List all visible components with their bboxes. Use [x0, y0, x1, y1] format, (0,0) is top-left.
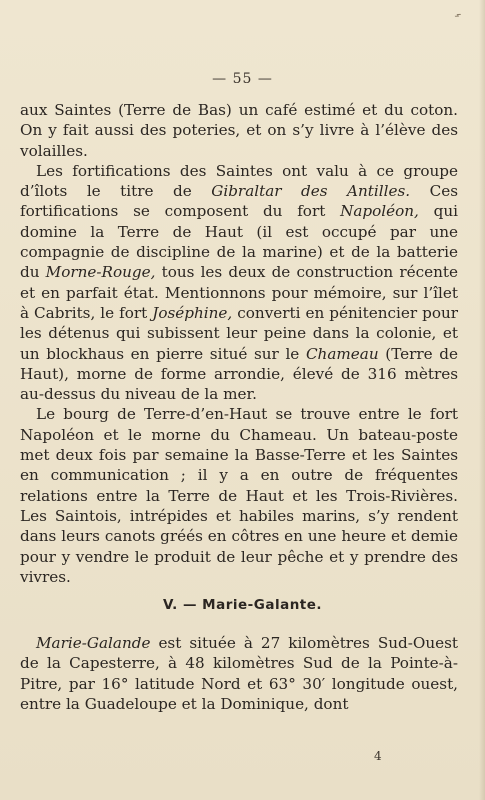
- paragraph-2-italic-gibraltar: Gibraltar des Antilles.: [211, 182, 411, 201]
- paragraph-2-text-g: tous les deux de construction récente et en parfait état. Mentionnons pour mémoire, sur l’îlet à Cabrits, le fort: [20, 263, 458, 322]
- paragraph-2-text-i: converti en pénitencier pour les détenus qui subissent leur peine dans la colonie, et un blockhaus en pierre situé sur le: [20, 303, 458, 363]
- paragraph-2-text-a: Les fortifications des Saintes ont valu à ce groupe d’îlots le titre de: [20, 161, 458, 201]
- page-number: — 55 —: [212, 71, 273, 87]
- page-edge-shadow: [479, 0, 485, 800]
- section-paragraph-1-text: est située à 27 kilomètres Sud-Ouest de la Capesterre, à 48 kilomètres Sud de la Pointe-à-Pitre, par 16° latitude Nord et 63° 30′ longitude ouest, entre la Guadeloupe et la Dominique, dont: [20, 634, 458, 713]
- paragraph-2-text-e: qui domine la Terre de Haut (il est occupé par une compagnie de discipline de la marine) et de la batterie du: [20, 202, 458, 282]
- paragraph-2-text-k: (Terre de Haut), morne de forme arrondie, élevé de 316 mètres au-dessus du niveau de la mer.: [20, 344, 458, 404]
- paragraph-2: [20, 161, 458, 405]
- section-body: [20, 633, 458, 714]
- paragraph-2-italic-napoleon: Napoléon,: [340, 202, 419, 221]
- body-text: [20, 100, 458, 587]
- paragraph-3: Le bourg de Terre-d’en-Haut se trouve entre le fort Napoléon et le morne du Chameau. Un bateau-poste met deux fois par semaine la Basse-Terre et les Saintes en communication ; il y a en outre de fréquentes relations entre la Terre de Haut et les Trois-Rivières. Les Saintois, intrépides et habiles marins, s’y rendent dans leurs canots gréés en côtres en une heure et demie pour y vendre le produit de leur pêche et y prendre des vivres.: [20, 405, 458, 586]
- signature-mark: 4: [374, 749, 382, 763]
- paragraph-2-text-c: Ces fortifications se composent du fort: [20, 182, 459, 221]
- paragraph-2-italic-josephine: Joséphine,: [152, 303, 233, 322]
- section-paragraph-1: [20, 633, 458, 714]
- corner-mark: ⌁: [450, 7, 465, 23]
- section-heading: V. — Marie-Galante.: [162, 597, 323, 613]
- section-italic-marie-galande: Marie-Galande: [36, 634, 151, 652]
- paragraph-1: aux Saintes (Terre de Bas) un café estimé et du coton. On y fait aussi des poteries, et on s’y livre à l’élève des volailles.: [20, 101, 458, 160]
- paragraph-2-italic-chameau: Chameau: [305, 344, 379, 363]
- paragraph-2-italic-morne-rouge: Morne-Rouge,: [45, 263, 156, 282]
